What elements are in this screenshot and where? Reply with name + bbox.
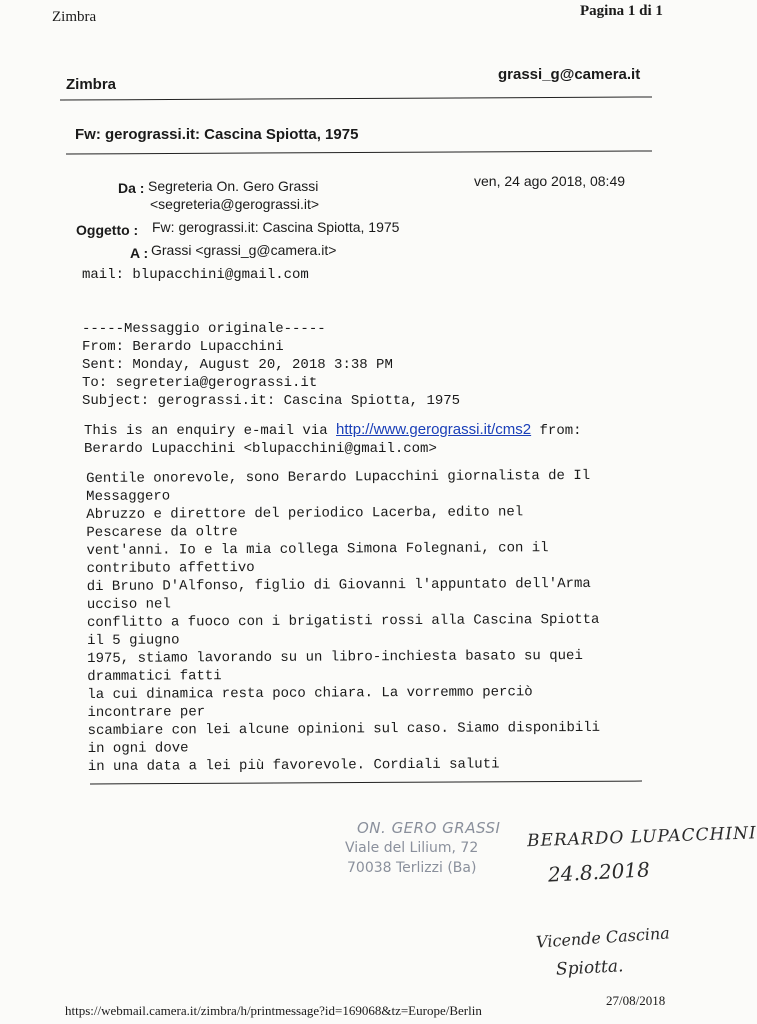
body-line: il 5 giugno	[86, 632, 180, 649]
body-line: in una data a lei più favorevole. Cordiali saluti	[87, 756, 500, 775]
body-line: incontrare per	[87, 704, 206, 721]
body-line: di Bruno D'Alfonso, figlio di Giovanni l'appuntato dell'Arma	[86, 575, 591, 595]
body-line: Subject: gerograssi.it: Cascina Spiotta, 1975	[82, 393, 461, 409]
from-email: <segreteria@gerograssi.it>	[150, 196, 320, 212]
footer-url: https://webmail.camera.it/zimbra/h/printmessage?id=169068&tz=Europe/Berlin	[65, 1003, 482, 1018]
from-name: Segreteria On. Gero Grassi	[148, 178, 319, 194]
letter-body	[86, 467, 600, 776]
enquiry-sender: Berardo Lupacchini <blupacchini@gmail.com>	[84, 441, 437, 457]
stamp-address: Viale del Lilium, 72	[345, 840, 479, 856]
header-divider	[60, 96, 652, 100]
body-end-divider	[90, 781, 642, 785]
handwritten-date: 24.8.2018	[547, 857, 651, 887]
subject-divider	[66, 150, 652, 154]
body-line: -----Messaggio originale-----	[82, 321, 326, 337]
body-line: drammatici fatti	[87, 668, 222, 685]
enquiry-link[interactable]: http://www.gerograssi.it/cms2	[336, 421, 532, 438]
body-line: Gentile onorevole, sono Berardo Lupacchini giornalista de Il	[86, 467, 591, 487]
body-line	[82, 284, 460, 302]
footer-print-date: 27/08/2018	[606, 993, 666, 1008]
browser-header-title: Zimbra	[52, 9, 97, 25]
body-line: To: segreteria@gerograssi.it	[82, 375, 318, 391]
body-line: conflitto a fuoco con i brigatisti rossi alla Cascina Spiotta	[86, 611, 600, 631]
subject-label: Oggetto :	[76, 222, 139, 238]
to-value: Grassi <grassi_g@camera.it>	[151, 242, 337, 258]
body-line: contributo affettivo	[86, 559, 255, 577]
enquiry-line	[84, 421, 582, 440]
body-line: Pescarese da oltre	[86, 524, 238, 541]
body-line: Sent: Monday, August 20, 2018 3:38 PM	[82, 357, 393, 373]
enquiry-prefix: This is an enquiry e-mail via	[84, 423, 337, 439]
body-line: ucciso nel	[86, 596, 171, 613]
body-line: Messaggero	[86, 488, 171, 505]
handwritten-note-line1: Vicende Cascina	[535, 923, 671, 952]
body-line: 1975, stiamo lavorando su un libro-inchiesta basato su quei	[87, 647, 583, 667]
handwritten-note-line2: Spiotta.	[555, 956, 624, 980]
body-line: la cui dinamica resta poco chiara. La vorremmo perciò	[87, 684, 533, 703]
body-line: in ogni dove	[87, 740, 189, 757]
stamp-city: 70038 Terlizzi (Ba)	[347, 860, 477, 876]
account-address: grassi_g@camera.it	[498, 66, 641, 83]
stamp-name: ON. GERO GRASSI	[357, 819, 501, 837]
app-title: Zimbra	[66, 76, 117, 93]
message-date: ven, 24 ago 2018, 08:49	[474, 173, 626, 189]
subject-value: Fw: gerograssi.it: Cascina Spiotta, 1975	[152, 219, 400, 235]
body-line: scambiare con lei alcune opinioni sul caso. Siamo disponibili	[87, 719, 601, 739]
body-line: vent'anni. Io e la mia collega Simona Folegnani, con il	[86, 540, 549, 559]
body-line	[82, 302, 460, 320]
handwritten-name: BERARDO LUPACCHINI	[526, 823, 757, 852]
enquiry-suffix: from:	[531, 423, 582, 439]
message-body-header	[82, 266, 460, 410]
body-line: From: Berardo Lupacchini	[82, 339, 284, 355]
to-label: A :	[130, 245, 149, 261]
body-line: Abruzzo e direttore del periodico Lacerba, edito nel	[86, 504, 524, 523]
from-label: Da :	[118, 180, 145, 196]
page-number: Pagina 1 di 1	[580, 3, 663, 19]
body-line: mail: blupacchini@gmail.com	[82, 267, 309, 283]
message-subject-heading: Fw: gerograssi.it: Cascina Spiotta, 1975	[75, 126, 359, 143]
